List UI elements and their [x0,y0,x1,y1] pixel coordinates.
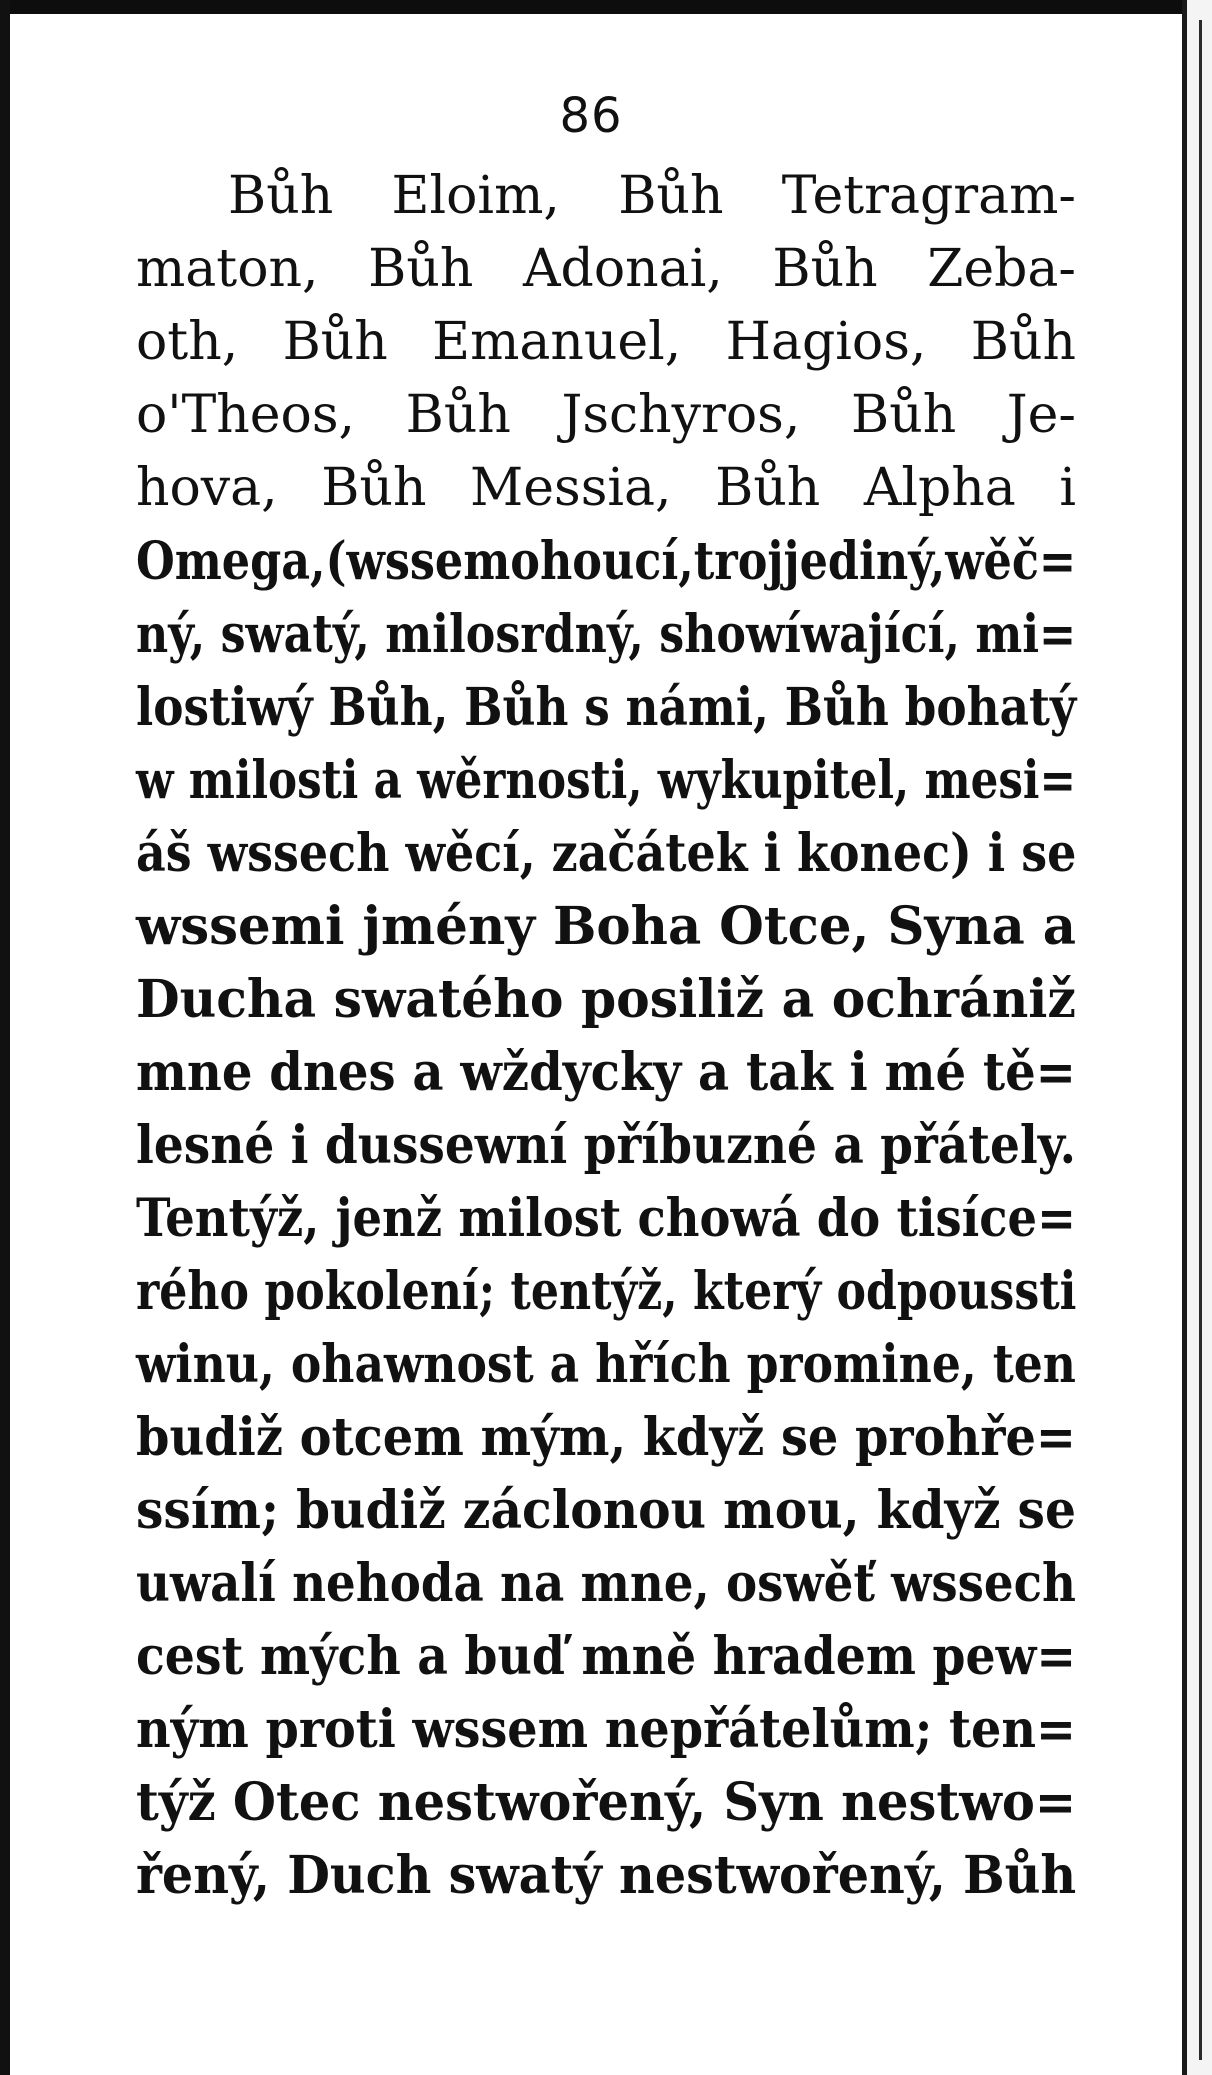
text-line: ný, swatý, milosrdný, showíwající, mi= [136,604,1077,665]
text-line: ným proti wssem nepřátelům; ten= [136,1699,1076,1760]
text-line: cest mých a buď mně hradem pew= [136,1626,1076,1687]
text-line: týž Otec nestwořený, Syn nestwo= [136,1772,1077,1833]
text-line: lostiwý Bůh, Bůh s námi, Bůh bohatý [136,677,1077,738]
scan-left-border [0,0,10,2075]
text-line: lesné i dussewní příbuzné a přátely. [136,1115,1076,1176]
text-line: mne dnes a wždycky a tak i mé tě= [136,1042,1076,1103]
scan-top-border [0,0,1212,14]
text-line: ssím; budiž záclonou mou, když se [136,1480,1076,1541]
page-right-edge [1182,0,1212,2075]
text-line: budiž otcem mým, když se prohře= [136,1407,1076,1468]
text-line: hova, Bůh Messia, Bůh Alpha i [136,458,1076,518]
text-line: Tentýž, jenž milost chowá do tisíce= [136,1188,1076,1249]
text-line: wssemi jmény Boha Otce, Syna a [136,896,1076,957]
page-edge-line [1199,20,1202,2060]
text-line: Omega,(wssemohoucí,trojjediný,wěč= [136,531,1077,592]
page-number: 86 [559,88,623,144]
text-line: maton, Bůh Adonai, Bůh Zeba- [136,239,1076,299]
text-line: řený, Duch swatý nestwořený, Bůh [136,1845,1077,1906]
text-line: oth, Bůh Emanuel, Hagios, Bůh [136,312,1076,372]
text-line: w milosti a wěrnosti, wykupitel, mesi= [136,750,1076,811]
text-line: Bůh Eloim, Bůh Tetragram- [228,166,1076,226]
text-line: Ducha swatého posiliž a ochrániž [136,969,1076,1030]
text-line: winu, ohawnost a hřích promine, ten [136,1334,1076,1395]
text-line: rého pokolení; tentýž, který odpoussti [136,1261,1077,1322]
body-text [136,160,1076,1912]
text-line: áš wssech wěcí, začátek i konec) i se [136,823,1077,884]
text-line: uwalí nehoda na mne, oswěť wssech [136,1553,1076,1614]
text-line: o'Theos, Bůh Jschyros, Bůh Je- [136,385,1076,445]
